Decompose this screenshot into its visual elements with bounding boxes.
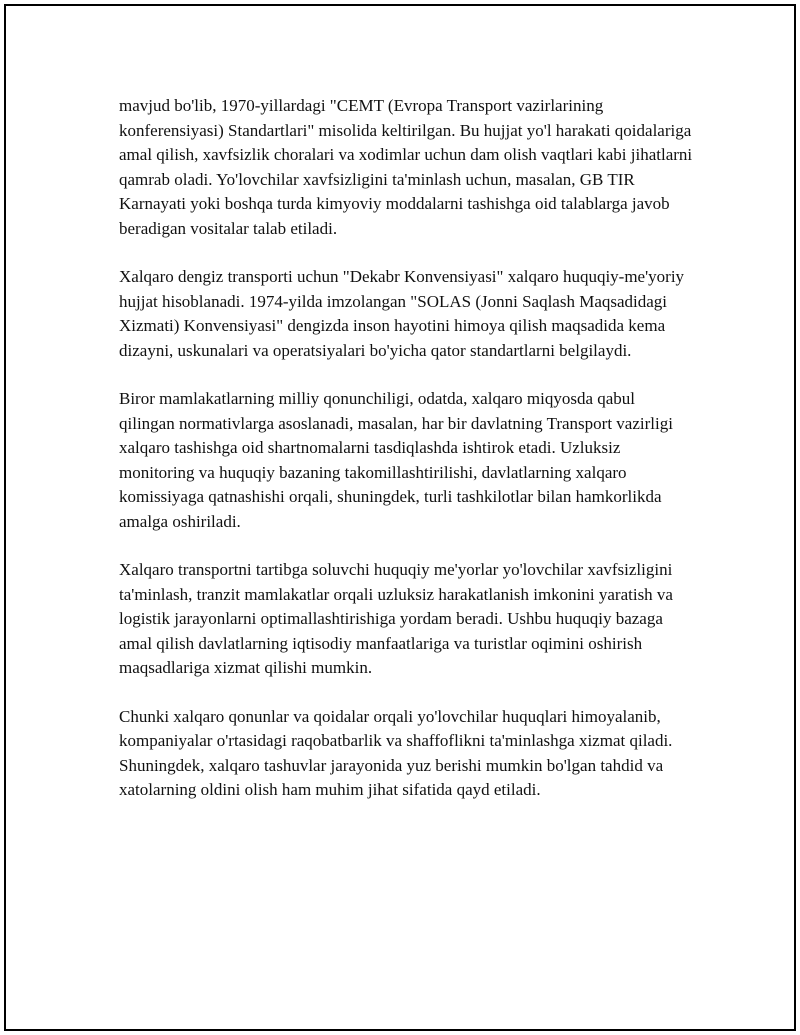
page-frame [4,4,796,1031]
paragraph: Xalqaro transportni tartibga soluvchi huquqiy me'yorlar yo'lovchilar xavfsizligini ta'minlash, tranzit mamlakatlar orqali uzluksiz harakatlanish imkonini yaratish va logistik jarayonlarni optimallashtirishiga yordam beradi. Ushbu huquqiy bazaga amal qilish davlatlarning iqtisodiy manfaatlariga va turistlar oqimini oshirish maqsadlariga xizmat qilishi mumkin. [119,560,673,677]
paragraph: Xalqaro dengiz transporti uchun "Dekabr Konvensiyasi" xalqaro huquqiy-me'yoriy hujjat hisoblanadi. 1974-yilda imzolangan "SOLAS (Jonni Saqlash Maqsadidagi Xizmati) Konvensiyasi" dengizda inson hayotini himoya qilish maqsadida kema dizayni, uskunalari va operatsiyalari bo'yicha qator standartlarni belgilaydi. [119,267,685,360]
document-body [119,94,694,827]
paragraph: mavjud bo'lib, 1970-yillardagi "CEMT (Evropa Transport vazirlarining konferensiyasi) Standartlari" misolida keltirilgan. Bu hujjat yo'l harakati qoidalariga amal qilish, xavfsizlik choralari va xodimlar uchun dam olish vaqtlari kabi jihatlarni qamrab oladi. Yo'lovchilar xavfsizligini ta'minlash uchun, masalan, GB TIR Karnayati yoki boshqa turda kimyoviy moddalarni tashishga oid talablarga javob beradigan vositalar talab etiladi. [119,96,693,238]
paragraph: Chunki xalqaro qonunlar va qoidalar orqali yo'lovchilar huquqlari himoyalanib, kompaniyalar o'rtasidagi raqobatbarlik va shaffoflikni ta'minlashga xizmat qiladi. Shuningdek, xalqaro tashuvlar jarayonida yuz berishi mumkin bo'lgan tahdid va xatolarning oldini olish ham muhim jihat sifatida qayd etiladi. [119,706,673,799]
paragraph: Biror mamlakatlarning milliy qonunchiligi, odatda, xalqaro miqyosda qabul qilingan normativlarga asoslanadi, masalan, har bir davlatning Transport vazirligi xalqaro tashishga oid shartnomalarni tasdiqlashda ishtirok etadi. Uzluksiz monitoring va huquqiy bazaning takomillashtirilishi, davlatlarning xalqaro komissiyaga qatnashishi orqali, shuningdek, turli tashkilotlar bilan hamkorlikda amalga oshiriladi. [119,389,673,531]
